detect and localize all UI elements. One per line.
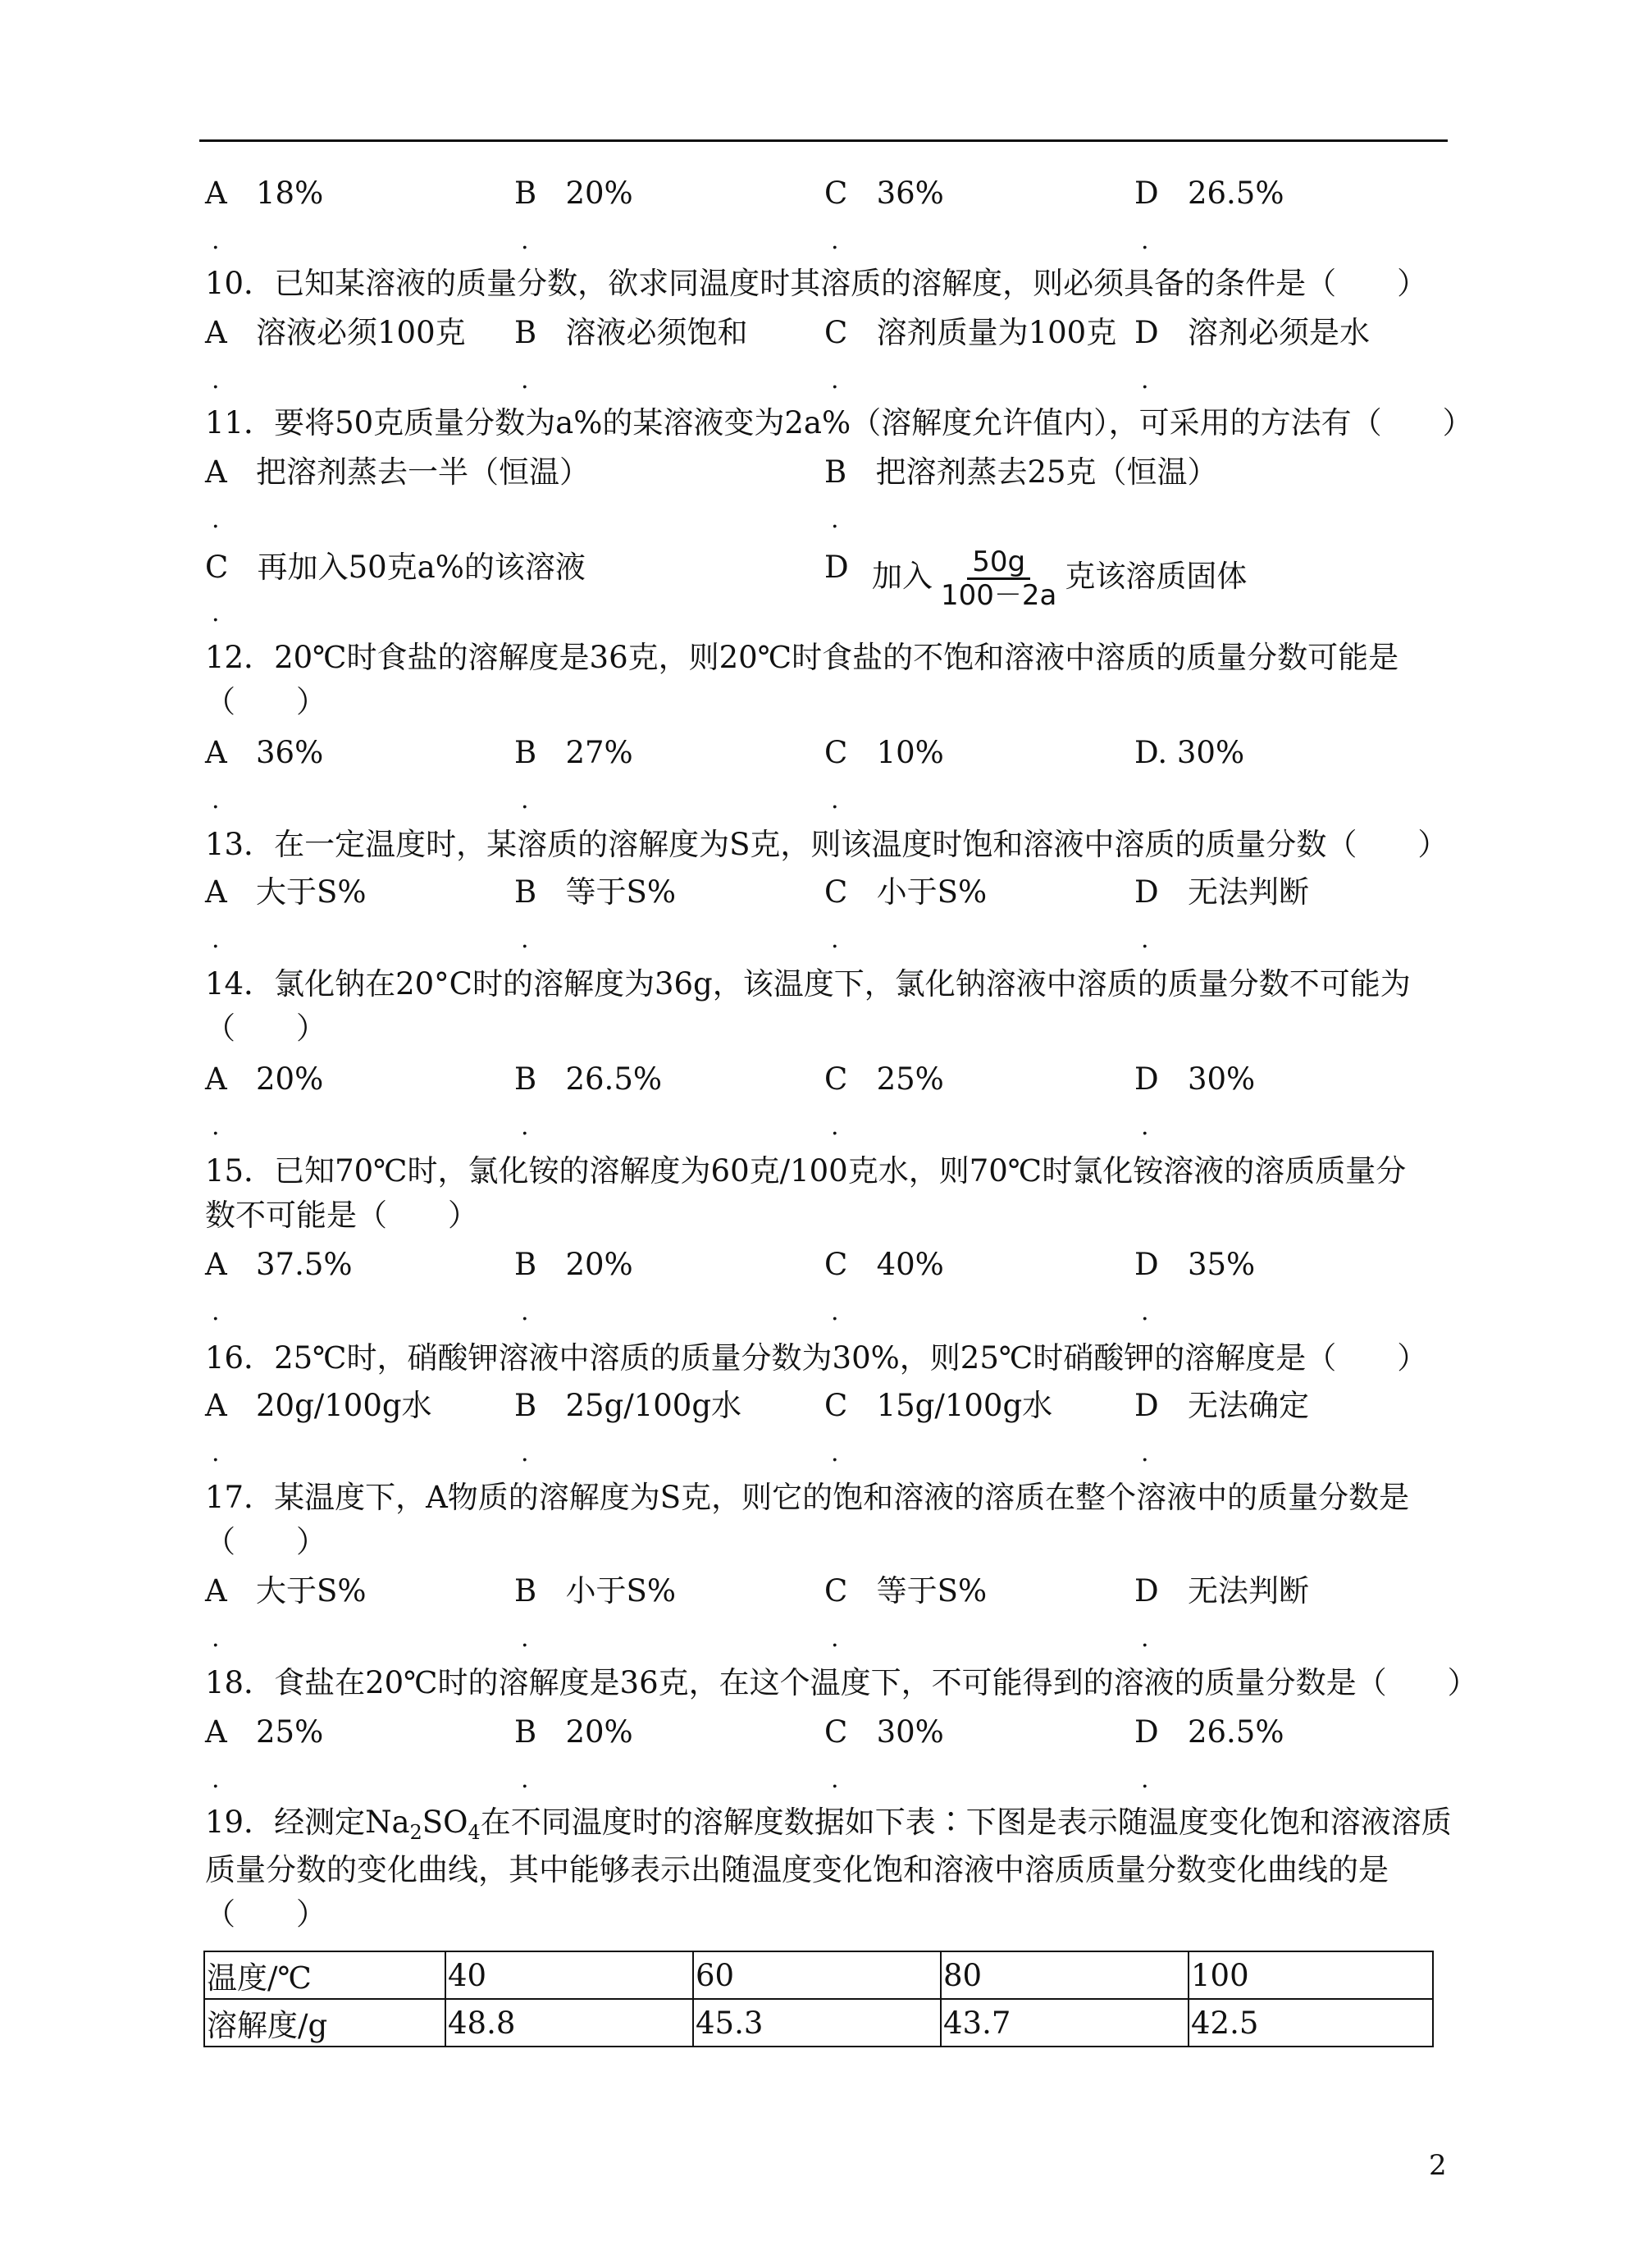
option-dot: . [831,366,839,395]
answer-parentheses: （ ） [205,1011,326,1046]
option-c: C 15g/100g水 [824,1388,1053,1423]
table-row [204,1999,1433,2047]
option-d-prefix: 加入 [872,559,933,594]
option-a: A 大于S% [205,874,367,910]
option-b: B 20% [514,1247,633,1282]
option-d: D 无法判断 [1134,874,1309,910]
option-dot: . [521,1112,529,1141]
option-dot: . [831,1765,839,1794]
option-dot: . [212,505,220,534]
option-b: B 20% [514,1714,633,1750]
question-stem: 11．要将50克质量分数为a%的某溶液变为2a%（溶解度允许值内），可采用的方法有（ ） [205,405,1473,440]
option-c: C 10% [824,735,944,770]
option-dot: . [212,366,220,395]
question-stem: 12．20℃时食盐的溶解度是36克，则20℃时食盐的不饱和溶液中溶质的质量分数可能是 [205,640,1399,675]
option-a: A 36% [205,735,324,770]
question-stem: 10．已知某溶液的质量分数，欲求同温度时其溶质的溶解度，则必须具备的条件是（ ） [205,266,1428,301]
option-dot: . [212,1439,220,1467]
option-c: C 小于S% [824,874,988,910]
option-c: C 40% [824,1247,944,1282]
option-a: A 把溶剂蒸去一半（恒温） [205,454,591,490]
option-b: B 小于S% [514,1573,676,1609]
option-dot: . [521,925,529,954]
answer-parentheses: （ ） [205,684,326,719]
table-cell: 48.8 [445,1999,693,2047]
option-dot: . [1141,1439,1149,1467]
option-d: D 26.5% [1134,176,1284,211]
option-dot: . [831,1298,839,1326]
answer-parentheses: （ ） [205,1896,326,1932]
option-dot: . [831,1439,839,1467]
option-c: C 等于S% [824,1573,988,1609]
option-dot: . [521,1624,529,1653]
option-dot: . [521,226,529,255]
option-a: A 溶液必须100克 [205,315,466,350]
option-a: A 大于S% [205,1573,367,1609]
option-dot: . [212,1765,220,1794]
option-d-suffix: 克该溶质固体 [1065,559,1248,594]
header-rule [199,139,1448,142]
option-c: C 25% [824,1061,944,1097]
option-dot: . [1141,925,1149,954]
stem-part: SO [422,1805,468,1840]
option-dot: . [212,1624,220,1653]
option-b: B 20% [514,176,633,211]
option-a: A 20% [205,1061,324,1097]
option-dot: . [831,1112,839,1141]
question-stem: 13．在一定温度时，某溶质的溶解度为S克，则该温度时饱和溶液中溶质的质量分数（ ） [205,827,1449,862]
stem-part: 在不同温度时的溶解度数据如下表∶下图是表示随温度变化饱和溶液溶质 [480,1805,1452,1840]
fraction-numerator: 50g [967,546,1030,580]
question-stem: 16．25℃时，硝酸钾溶液中溶质的质量分数为30%，则25℃时硝酸钾的溶解度是（ ） [205,1340,1428,1376]
option-dot: . [212,1112,220,1141]
option-dot: . [521,1765,529,1794]
question-stem-continued: 数不可能是（ ） [205,1198,478,1233]
answer-parentheses: （ ） [205,1524,326,1559]
option-dot: . [212,226,220,255]
page-number: 2 [1429,2149,1447,2182]
question-stem: 14．氯化钠在20°C时的溶解度为36g，该温度下，氯化钠溶液中溶质的质量分数不可能为 [205,966,1411,1002]
option-d: D 溶剂必须是水 [1134,315,1370,350]
option-dot: . [831,1624,839,1653]
option-a: A 18% [205,176,324,211]
table-row [204,1951,1433,1999]
question-stem: 17．某温度下，A物质的溶解度为S克，则它的饱和溶液的溶质在整个溶液中的质量分数是 [205,1480,1410,1515]
subscript: 2 [409,1821,422,1844]
option-c: C 30% [824,1714,944,1750]
option-d: D 35% [1134,1247,1256,1282]
table-cell: 60 [693,1951,941,1999]
option-dot: . [212,786,220,815]
option-dot: . [1141,1765,1149,1794]
stem-part: 19．经测定Na [205,1805,410,1840]
option-c: C 溶剂质量为100克 [824,315,1117,350]
option-dot: . [1141,226,1149,255]
table-cell: 100 [1189,1951,1433,1999]
option-dot: . [212,1298,220,1326]
option-d-label: D [824,550,849,585]
option-dot: . [1141,1112,1149,1141]
option-a: A 20g/100g水 [205,1388,432,1423]
table-cell: 42.5 [1189,1999,1433,2047]
table-cell: 溶解度/g [204,1999,445,2047]
question-stem: 15．已知70℃时，氯化铵的溶解度为60克/100克水，则70℃时氯化铵溶液的溶质质量分 [205,1153,1407,1189]
table-cell: 45.3 [693,1999,941,2047]
option-dot: . [831,505,839,534]
option-d [872,540,1247,614]
solubility-table [203,1951,1434,2047]
option-d: D. 30% [1134,735,1245,770]
option-dot: . [212,599,220,627]
option-dot: . [521,786,529,815]
table-cell: 43.7 [941,1999,1189,2047]
option-dot: . [831,925,839,954]
question-stem: 18．食盐在20℃时的溶解度是36克，在这个温度下，不可能得到的溶液的质量分数是（ ） [205,1665,1478,1700]
option-b: B 等于S% [514,874,676,910]
option-dot: . [1141,1298,1149,1326]
option-dot: . [1141,1624,1149,1653]
subscript: 4 [468,1821,481,1844]
option-a: A 37.5% [205,1247,353,1282]
option-d: D 30% [1134,1061,1256,1097]
option-dot: . [212,925,220,954]
table-cell: 80 [941,1951,1189,1999]
option-b: B 把溶剂蒸去25克（恒温） [824,454,1218,490]
option-dot: . [521,1439,529,1467]
option-c: C 再加入50克a%的该溶液 [205,550,586,585]
fraction [936,546,1061,611]
question-stem-continued: 质量分数的变化曲线，其中能够表示出随温度变化饱和溶液中溶质质量分数变化曲线的是 [205,1852,1389,1887]
fraction-denominator: 100－2a [941,579,1057,612]
option-d: D 无法确定 [1134,1388,1309,1423]
option-d: D 26.5% [1134,1714,1284,1750]
question-stem [205,1805,1452,1850]
option-b: B 27% [514,735,633,770]
option-dot: . [831,226,839,255]
option-c: C 36% [824,176,944,211]
table-cell: 温度/℃ [204,1951,445,1999]
table-cell: 40 [445,1951,693,1999]
option-d: D 无法判断 [1134,1573,1309,1609]
option-b: B 25g/100g水 [514,1388,742,1423]
option-dot: . [521,1298,529,1326]
option-a: A 25% [205,1714,324,1750]
option-b: B 溶液必须饱和 [514,315,748,350]
option-dot: . [831,786,839,815]
option-b: B 26.5% [514,1061,663,1097]
option-dot: . [1141,366,1149,395]
option-dot: . [521,366,529,395]
